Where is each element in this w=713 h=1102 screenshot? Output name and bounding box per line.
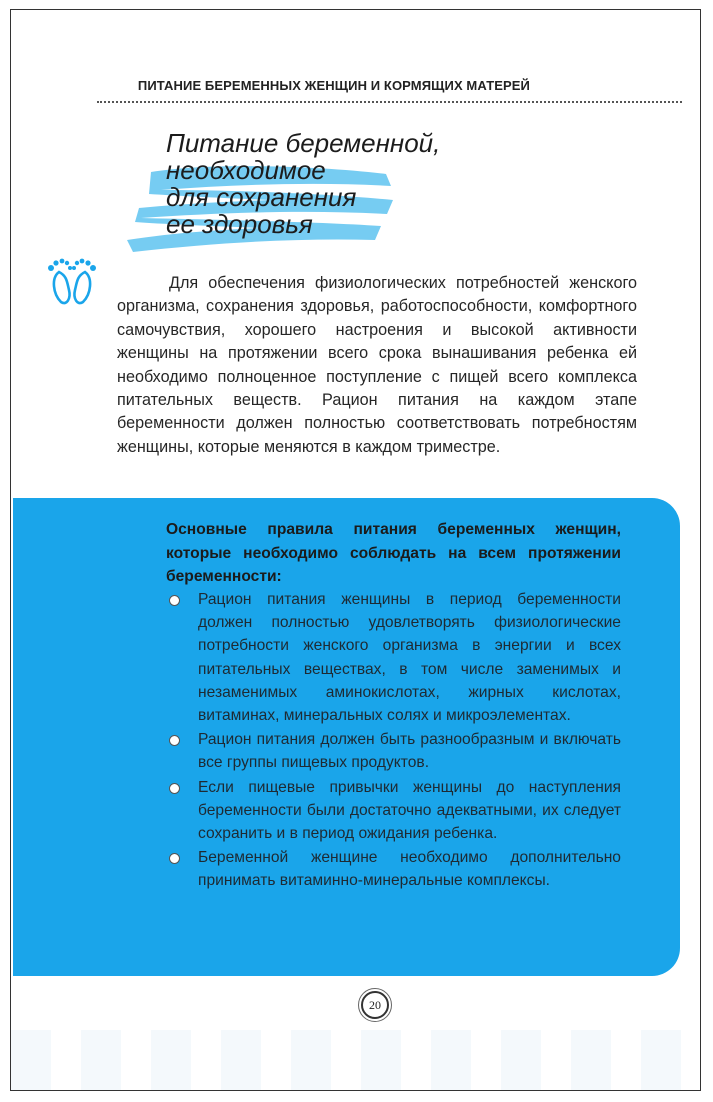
rules-list xyxy=(161,588,621,894)
baby-feet-icon xyxy=(39,250,109,310)
page-number: 20 xyxy=(361,991,389,1019)
list-item xyxy=(161,588,621,727)
list-item-text: Рацион питания женщины в период беременности должен полностью удовлетворять физиологические потребности женского организма в энергии и всех питательных веществах, в том числе заменимых и незаменимых аминокислотах, жирных кислотах, витаминах, минеральных солях и микроэлементах. xyxy=(198,591,621,725)
section-title-line: Питание беременной, xyxy=(166,128,441,158)
list-item-text: Если пищевые привычки женщины до наступления беременности были достаточно адекватными, их следует сохранить и в период ожидания ребенка. xyxy=(198,778,621,843)
list-item-text: Рацион питания должен быть разнообразным и включать все группы пищевых продуктов. xyxy=(198,731,621,772)
list-item xyxy=(161,776,621,846)
list-item xyxy=(161,846,621,892)
dotted-divider xyxy=(97,101,682,103)
book-page xyxy=(10,9,701,1091)
section-title-line: необходимое xyxy=(166,155,326,185)
bullet-icon xyxy=(169,853,180,864)
list-item xyxy=(161,728,621,774)
list-item-text: Беременной женщине необходимо дополнительно принимать витаминно-минеральные комплексы. xyxy=(198,849,621,890)
bullet-icon xyxy=(169,735,180,746)
intro-paragraph: Для обеспечения физиологических потребностей женского организма, сохранения здоровья, работоспособности, комфортного самочувствия, хорошего настроения и высокой активности женщины на протяжении всего срока вынашивания ребенка ей необходимо полноценное поступление с пищей всего комплекса питательных веществ. Рацион питания на каждом этапе беременности должен полностью соответствовать потребностям женщины, которые меняются в каждом триместре. xyxy=(117,274,637,456)
section-title-line: ее здоровья xyxy=(166,209,313,239)
section-title-line: для сохранения xyxy=(166,182,357,212)
section-title xyxy=(166,130,486,238)
bleed-through-decoration xyxy=(11,1030,700,1090)
bullet-icon xyxy=(169,595,180,606)
running-header: ПИТАНИЕ БЕРЕМЕННЫХ ЖЕНЩИН И КОРМЯЩИХ МАТЕРЕЙ xyxy=(137,78,530,93)
bullet-icon xyxy=(169,783,180,794)
rules-heading: Основные правила питания беременных женщин, которые необходимо соблюдать на всем протяжении беременности: xyxy=(166,521,621,585)
